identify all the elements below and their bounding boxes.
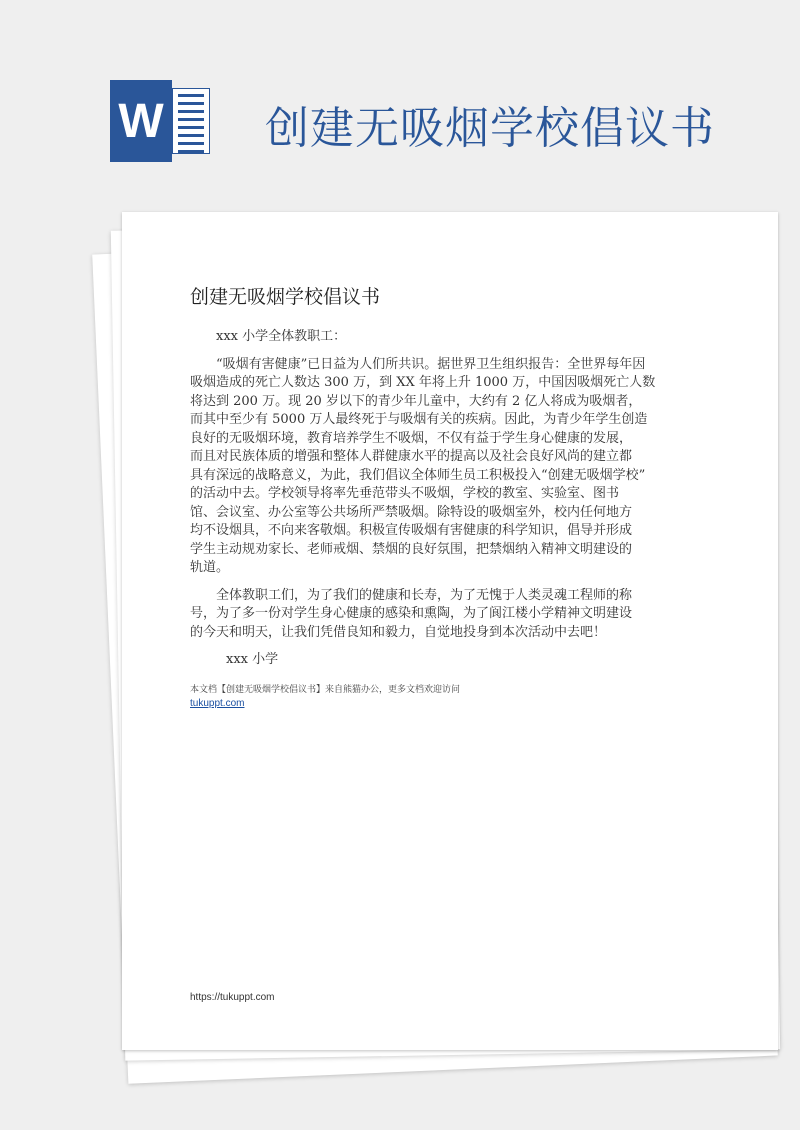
document-title: 创建无吸烟学校倡议书 xyxy=(190,286,381,308)
paragraph-line: 而且对民族体质的增强和整体人群健康水平的提高以及社会良好风尚的建立都 xyxy=(190,449,633,464)
paragraph-line: 的活动中去。学校领导将率先垂范带头不吸烟，学校的教室、实验室、图书 xyxy=(190,486,620,501)
paragraph-2 xyxy=(190,587,650,643)
word-lines-icon xyxy=(172,88,210,154)
paragraph-line: 吸烟造成的死亡人数达 300 万，到 XX 年将上升 1000 万，中国因吸烟死亡人数 xyxy=(190,375,656,390)
signature: xxx 小学 xyxy=(226,652,279,667)
paragraph-line: 号，为了多一份对学生身心健康的感染和熏陶，为了阆江楼小学精神文明建设 xyxy=(190,606,633,621)
document-body xyxy=(190,328,656,670)
source-note xyxy=(190,684,460,711)
paragraph-line: 具有深远的战略意义，为此，我们倡议全体师生员工积极投入“创建无吸烟学校” xyxy=(190,467,646,483)
paragraph-line: 全体教职工们，为了我们的健康和长寿，为了无愧于人类灵魂工程师的称 xyxy=(216,587,633,603)
word-icon xyxy=(110,80,210,162)
paragraph-line: 的今天和明天，让我们凭借良知和毅力，自觉地投身到本次活动中去吧！ xyxy=(190,624,607,640)
word-logo-letter: W xyxy=(110,80,172,162)
header-title: 创建无吸烟学校倡议书 xyxy=(265,103,715,154)
footer-url[interactable]: https://tukuppt.com xyxy=(190,992,275,1003)
salutation: xxx 小学全体教职工： xyxy=(216,329,347,344)
paragraph-line: 将达到 200 万。现 20 岁以下的青少年儿童中，大约有 2 亿人将成为吸烟者， xyxy=(190,393,642,409)
paragraph-line: 轨道。 xyxy=(190,560,230,575)
paragraph-line: 学生主动规劝家长、老师戒烟、禁烟的良好氛围，把禁烟纳入精神文明建设的 xyxy=(190,541,633,557)
source-link[interactable]: tukuppt.com xyxy=(190,698,245,709)
source-note-text: 本文档【创建无吸烟学校倡议书】来自熊猫办公，更多文档欢迎访问 xyxy=(190,685,461,695)
paragraph-line: 馆、会议室、办公室等公共场所严禁吸烟。除特设的吸烟室外，校内任何地方 xyxy=(190,504,633,520)
paragraph-line: 而其中至少有 5000 万人最终死于与吸烟有关的疾病。因此，为青少年学生创造 xyxy=(190,412,648,427)
document-page xyxy=(122,212,778,1050)
paragraph-line: 均不设烟具，不向来客敬烟。积极宣传吸烟有害健康的科学知识，倡导并形成 xyxy=(190,523,633,538)
paragraph-line: 良好的无吸烟环境，教育培养学生不吸烟，不仅有益于学生身心健康的发展， xyxy=(190,430,633,446)
paragraph-line: “吸烟有害健康”已日益为人们所共识。据世界卫生组织报告：全世界每年因 xyxy=(216,356,646,372)
paragraph-1 xyxy=(190,356,656,578)
